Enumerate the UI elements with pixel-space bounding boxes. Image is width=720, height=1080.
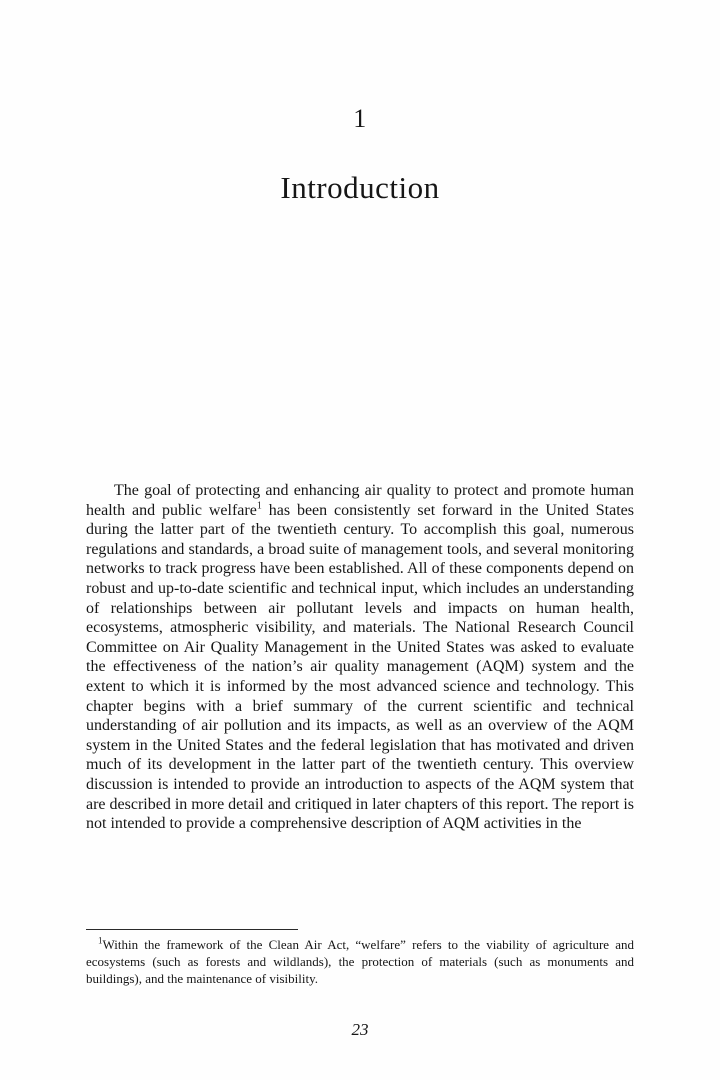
footnote-text: Within the framework of the Clean Air Act, “welfare” refers to the viability of agriculture and ecosystems (such as forests and wildlands), the protection of materials (such as monuments and buildings), and the maintenance of visibility. bbox=[86, 937, 634, 986]
body-text-before-footnote-ref: The goal of protecting and enhancing air quality to protect and promote human health and public welfare bbox=[86, 482, 634, 519]
chapter-number: 1 bbox=[353, 104, 367, 133]
footnote bbox=[86, 937, 634, 987]
footnote-number: 1 bbox=[98, 935, 103, 946]
page-number: 23 bbox=[351, 1020, 369, 1039]
body-text-after-footnote-ref: has been consistently set forward in the United States during the latter part of the twentieth century. To accomplish this goal, numerous regulations and standards, a broad suite of management tools, and several monitoring networks to track progress have been established. All of these components depend on robust and up-to-date scientific and technical input, which includes an understanding of relationships between air pollutant levels and impacts on human health, ecosystems, atmospheric visibility, and materials. The National Research Council Committee on Air Quality Management in the United States was asked to evaluate the effectiveness of the nation’s air quality management (AQM) system and the extent to which it is informed by the most advanced science and technology. This chapter begins with a brief summary of the current scientific and technical understanding of air pollution and its impacts, as well as an overview of the AQM system in the United States and the federal legislation that has motivated and driven much of its development in the latter part of the twentieth century. This overview discussion is intended to provide an introduction to aspects of the AQM system that are described in more detail and critiqued in later chapters of this report. The report is not intended to provide a comprehensive description of AQM activities in the bbox=[86, 501, 634, 833]
chapter-title: Introduction bbox=[280, 170, 440, 205]
footnote-ref-marker: 1 bbox=[256, 500, 262, 512]
body-paragraph bbox=[86, 481, 634, 834]
footnote-separator-rule bbox=[86, 929, 298, 930]
